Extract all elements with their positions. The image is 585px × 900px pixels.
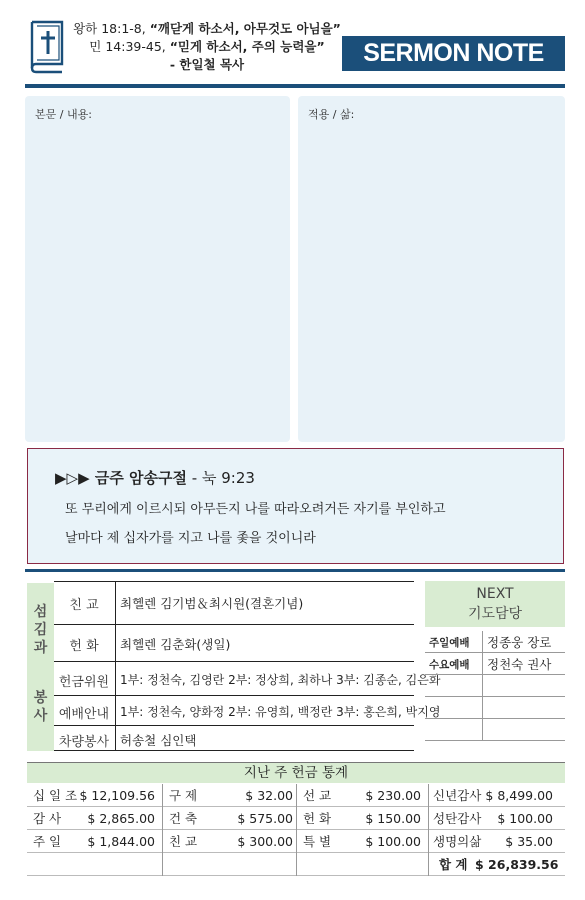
side-char: 김	[33, 622, 48, 638]
offering-total-row	[27, 853, 565, 876]
service-category: 차량봉사	[58, 735, 110, 750]
next-prayer-title-1: NEXT	[476, 586, 514, 602]
header	[0, 0, 585, 84]
side-char: 봉	[33, 690, 48, 706]
offering-amount: $ 230.00	[365, 788, 421, 803]
offering-label: 주 일	[33, 834, 62, 849]
service-side-label	[27, 583, 54, 751]
offering-amount: $ 1,844.00	[87, 834, 155, 849]
memory-verse-line-1: 또 무리에게 이르시되 아무든지 나를 따라오려거든 자기를 부인하고	[65, 502, 446, 517]
service-row	[54, 726, 414, 751]
offering-amount: $ 2,865.00	[87, 811, 155, 826]
next-prayer-row	[425, 697, 565, 719]
sermon-note-label: SERMON NOTE	[363, 39, 544, 67]
side-char: 섬	[33, 604, 48, 620]
service-row	[54, 625, 414, 662]
notes-content-label: 본문 / 내용:	[35, 108, 92, 121]
offering-label: 선 교	[303, 788, 332, 803]
sermon-reference	[72, 20, 342, 74]
offering-amount: $ 300.00	[237, 834, 293, 849]
next-prayer-row	[425, 675, 565, 697]
next-prayer-row	[425, 653, 565, 675]
service-value: 1부: 정천숙, 김영란 2부: 정상희, 최하나 3부: 김종순, 김은화	[120, 673, 441, 687]
offering-total-label: 합 계	[439, 857, 468, 872]
notes-application-label: 적용 / 삶:	[308, 108, 355, 121]
service-category: 친 교	[69, 598, 99, 613]
service-category: 예배안내	[58, 707, 110, 722]
next-prayer-label: 주일예배	[429, 637, 470, 649]
memory-verse-reference: - 눅 9:23	[187, 469, 255, 487]
bible-cross-icon	[28, 18, 66, 74]
cell-divider	[115, 625, 116, 661]
service-value: 최헬렌 김춘화(생일)	[120, 637, 231, 652]
service-row	[54, 662, 441, 696]
next-prayer-row	[425, 719, 565, 741]
ref-line1-title: “깨닫게 하소서, 아무것도 아님을”	[149, 21, 341, 36]
offering-amount: $ 12,109.56	[79, 788, 155, 803]
side-char: 과	[33, 640, 48, 656]
service-value: 최헬렌 김기범＆최시원(결혼기념)	[120, 596, 304, 611]
service-category: 헌 화	[69, 639, 99, 654]
cell-divider	[115, 726, 116, 750]
offering-label: 성탄감사	[433, 811, 482, 826]
cell-divider	[115, 662, 116, 695]
memory-verse-title	[55, 467, 255, 488]
side-char: 사	[33, 708, 48, 724]
next-prayer-row	[425, 631, 565, 653]
ref-line2-title: “믿게 하소서, 주의 능력을”	[169, 39, 325, 54]
next-prayer-title-2: 기도담당	[467, 606, 523, 622]
cell-divider	[115, 696, 116, 725]
next-prayer-name: 정천숙 권사	[487, 657, 552, 672]
offering-label: 감 사	[33, 811, 62, 826]
memory-verse-line-2: 날마다 제 십자가를 지고 나를 좇을 것이니라	[65, 531, 316, 546]
offering-amount: $ 100.00	[365, 834, 421, 849]
offering-label: 생명의삶	[433, 834, 482, 849]
offering-amount: $ 150.00	[365, 811, 421, 826]
sermon-note-title	[342, 36, 565, 71]
offering-amount: $ 32.00	[245, 788, 293, 803]
ref-line2-plain: 민 14:39-45,	[89, 39, 170, 54]
preacher: - 한일철 목사	[169, 57, 245, 72]
service-value: 허송철 심인택	[120, 733, 197, 748]
header-divider	[25, 84, 565, 88]
next-prayer-label: 수요예배	[429, 659, 470, 671]
next-prayer-name: 정종웅 장로	[487, 635, 552, 650]
offering-label: 구 제	[169, 788, 198, 803]
offering-label: 건 축	[169, 811, 198, 826]
offering-row	[27, 830, 565, 853]
cell-divider	[115, 582, 116, 624]
notes-content-area[interactable]	[25, 96, 290, 442]
offering-label: 특 별	[303, 834, 332, 849]
arrow-icon: ▶▷▶	[55, 469, 90, 487]
offering-total-amount: $ 26,839.56	[475, 857, 559, 872]
offering-label: 헌 화	[303, 811, 332, 826]
offering-title: 지난 주 헌금 통계	[27, 762, 565, 783]
offering-row	[27, 784, 565, 807]
memory-verse-box	[27, 448, 564, 564]
offering-amount: $ 575.00	[237, 811, 293, 826]
section-divider	[25, 569, 565, 572]
ref-line1-plain: 왕하 18:1-8,	[73, 21, 150, 36]
service-value: 1부: 정천숙, 양화정 2부: 유영희, 백정란 3부: 홍은희, 박지영	[120, 705, 441, 719]
offering-label: 친 교	[169, 834, 198, 849]
service-row	[54, 582, 414, 625]
offering-amount: $ 35.00	[505, 834, 553, 849]
next-prayer-header	[425, 581, 565, 627]
service-category: 헌금위원	[58, 675, 110, 690]
offering-label: 신년감사	[433, 788, 482, 803]
offering-row	[27, 807, 565, 830]
offering-label: 십 일 조	[33, 788, 78, 803]
offering-amount: $ 8,499.00	[485, 788, 553, 803]
notes-application-area[interactable]	[298, 96, 565, 442]
offering-amount: $ 100.00	[497, 811, 553, 826]
service-row	[54, 696, 441, 726]
memory-verse-heading: 금주 암송구절	[94, 469, 188, 487]
